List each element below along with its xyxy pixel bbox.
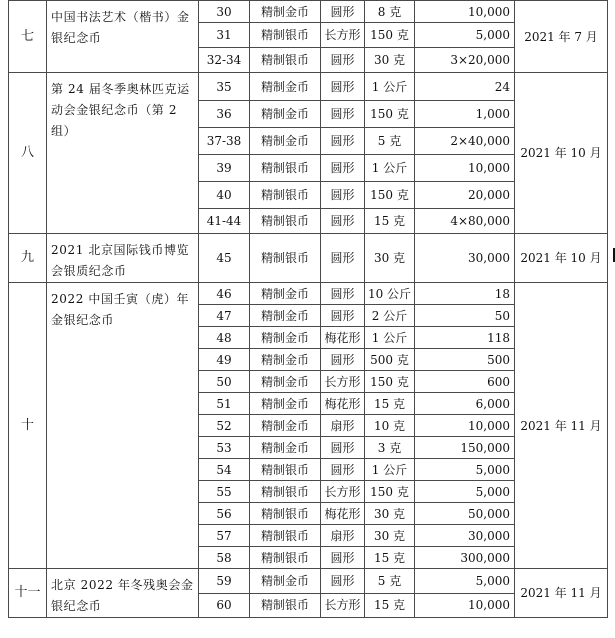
- coin-number-cell: 36: [199, 101, 250, 128]
- coin-number-cell: 55: [199, 481, 250, 503]
- coin-material-cell: 精制银币: [250, 209, 321, 234]
- issue-date-cell: 2021 年 10 月: [515, 234, 608, 283]
- coin-amount-cell: 30,000: [415, 525, 515, 547]
- coin-material-cell: 精制金币: [250, 569, 321, 594]
- coin-shape-cell: 长方形: [321, 481, 365, 503]
- coin-number-cell: 31: [199, 23, 250, 48]
- group-sequence-cell: 七: [9, 1, 47, 73]
- coin-amount-cell: 10,000: [415, 1, 515, 23]
- coin-number-cell: 60: [199, 593, 250, 618]
- coin-number-cell: 40: [199, 182, 250, 209]
- coin-number-cell: 49: [199, 349, 250, 371]
- coin-shape-cell: 圆形: [321, 209, 365, 234]
- coin-number-cell: 52: [199, 415, 250, 437]
- coin-weight-cell: 500 克: [365, 349, 415, 371]
- coin-amount-cell: 600: [415, 371, 515, 393]
- coin-material-cell: 精制银币: [250, 23, 321, 48]
- coin-material-cell: 精制银币: [250, 547, 321, 569]
- coin-weight-cell: 150 克: [365, 23, 415, 48]
- coin-material-cell: 精制银币: [250, 525, 321, 547]
- coin-weight-cell: 1 公斤: [365, 73, 415, 101]
- coin-material-cell: 精制金币: [250, 305, 321, 327]
- table-row: [9, 283, 608, 305]
- coin-weight-cell: 30 克: [365, 525, 415, 547]
- coin-material-cell: 精制金币: [250, 283, 321, 305]
- coin-amount-cell: 5,000: [415, 459, 515, 481]
- coin-shape-cell: 圆形: [321, 547, 365, 569]
- coin-weight-cell: 150 克: [365, 481, 415, 503]
- coin-shape-cell: 圆形: [321, 305, 365, 327]
- coin-number-cell: 53: [199, 437, 250, 459]
- coin-amount-cell: 150,000: [415, 437, 515, 459]
- table-row: [9, 1, 608, 23]
- issue-date-cell: 2021 年 7 月: [515, 1, 608, 73]
- coin-number-cell: 30: [199, 1, 250, 23]
- coin-material-cell: 精制银币: [250, 481, 321, 503]
- coin-amount-cell: 1,000: [415, 101, 515, 128]
- coin-series-name-cell: 2021 北京国际钱币博览会银质纪念币: [47, 234, 199, 283]
- coin-number-cell: 48: [199, 327, 250, 349]
- coin-amount-cell: 24: [415, 73, 515, 101]
- coin-material-cell: 精制银币: [250, 182, 321, 209]
- coin-shape-cell: 梅花形: [321, 393, 365, 415]
- coin-material-cell: 精制金币: [250, 101, 321, 128]
- coin-material-cell: 精制银币: [250, 593, 321, 618]
- coin-material-cell: 精制金币: [250, 73, 321, 101]
- issue-date-cell: 2021 年 10 月: [515, 73, 608, 234]
- coin-shape-cell: 圆形: [321, 101, 365, 128]
- coin-shape-cell: 圆形: [321, 73, 365, 101]
- group-sequence-cell: 十一: [9, 569, 47, 618]
- group-sequence-cell: 十: [9, 283, 47, 569]
- coin-amount-cell: 3×20,000: [415, 48, 515, 73]
- coin-shape-cell: 圆形: [321, 459, 365, 481]
- coin-weight-cell: 150 克: [365, 371, 415, 393]
- table-row: [9, 234, 608, 283]
- coin-weight-cell: 1 公斤: [365, 327, 415, 349]
- coin-material-cell: 精制金币: [250, 371, 321, 393]
- coin-number-cell: 41-44: [199, 209, 250, 234]
- table-row: [9, 569, 608, 594]
- coin-shape-cell: 圆形: [321, 128, 365, 155]
- coin-series-name-cell: 2022 中国壬寅（虎）年金银纪念币: [47, 283, 199, 569]
- coin-number-cell: 46: [199, 283, 250, 305]
- coin-weight-cell: 30 克: [365, 234, 415, 283]
- coin-shape-cell: 长方形: [321, 593, 365, 618]
- coin-weight-cell: 1 公斤: [365, 459, 415, 481]
- coin-number-cell: 58: [199, 547, 250, 569]
- coin-shape-cell: 圆形: [321, 234, 365, 283]
- coin-material-cell: 精制金币: [250, 393, 321, 415]
- coin-material-cell: 精制金币: [250, 437, 321, 459]
- issue-date-cell: 2021 年 11 月: [515, 569, 608, 618]
- coin-shape-cell: 圆形: [321, 182, 365, 209]
- coin-issuance-table-page: [8, 0, 607, 638]
- table-body: [9, 1, 608, 618]
- coin-amount-cell: 2×40,000: [415, 128, 515, 155]
- coin-amount-cell: 6,000: [415, 393, 515, 415]
- coin-issuance-table: [8, 0, 608, 618]
- coin-weight-cell: 30 克: [365, 503, 415, 525]
- coin-shape-cell: 圆形: [321, 1, 365, 23]
- coin-number-cell: 32-34: [199, 48, 250, 73]
- coin-number-cell: 35: [199, 73, 250, 101]
- coin-material-cell: 精制金币: [250, 128, 321, 155]
- table-row: [9, 73, 608, 101]
- coin-amount-cell: 10,000: [415, 415, 515, 437]
- coin-amount-cell: 20,000: [415, 182, 515, 209]
- coin-weight-cell: 10 公斤: [365, 283, 415, 305]
- coin-weight-cell: 15 克: [365, 547, 415, 569]
- coin-amount-cell: 10,000: [415, 155, 515, 182]
- coin-amount-cell: 4×80,000: [415, 209, 515, 234]
- coin-number-cell: 57: [199, 525, 250, 547]
- coin-weight-cell: 5 克: [365, 128, 415, 155]
- coin-number-cell: 37-38: [199, 128, 250, 155]
- coin-amount-cell: 500: [415, 349, 515, 371]
- coin-weight-cell: 150 克: [365, 182, 415, 209]
- coin-amount-cell: 50,000: [415, 503, 515, 525]
- coin-material-cell: 精制金币: [250, 1, 321, 23]
- coin-amount-cell: 18: [415, 283, 515, 305]
- coin-amount-cell: 5,000: [415, 23, 515, 48]
- issue-date-cell: 2021 年 11 月: [515, 283, 608, 569]
- group-sequence-cell: 九: [9, 234, 47, 283]
- coin-material-cell: 精制金币: [250, 349, 321, 371]
- coin-shape-cell: 圆形: [321, 437, 365, 459]
- coin-material-cell: 精制银币: [250, 48, 321, 73]
- coin-number-cell: 51: [199, 393, 250, 415]
- coin-material-cell: 精制金币: [250, 415, 321, 437]
- coin-amount-cell: 30,000: [415, 234, 515, 283]
- coin-series-name-cell: 北京 2022 年冬残奥会金银纪念币: [47, 569, 199, 618]
- coin-shape-cell: 长方形: [321, 371, 365, 393]
- coin-amount-cell: 5,000: [415, 569, 515, 594]
- coin-material-cell: 精制金币: [250, 327, 321, 349]
- coin-weight-cell: 5 克: [365, 569, 415, 594]
- coin-shape-cell: 圆形: [321, 283, 365, 305]
- coin-shape-cell: 圆形: [321, 349, 365, 371]
- group-sequence-cell: 八: [9, 73, 47, 234]
- coin-material-cell: 精制银币: [250, 155, 321, 182]
- coin-amount-cell: 5,000: [415, 481, 515, 503]
- coin-weight-cell: 15 克: [365, 209, 415, 234]
- coin-number-cell: 59: [199, 569, 250, 594]
- coin-shape-cell: 圆形: [321, 569, 365, 594]
- coin-weight-cell: 1 公斤: [365, 155, 415, 182]
- coin-series-name-cell: 第 24 届冬季奥林匹克运动会金银纪念币（第 2 组）: [47, 73, 199, 234]
- coin-shape-cell: 扇形: [321, 415, 365, 437]
- coin-series-name-cell: 中国书法艺术（楷书）金银纪念币: [47, 1, 199, 73]
- coin-shape-cell: 长方形: [321, 23, 365, 48]
- coin-number-cell: 56: [199, 503, 250, 525]
- coin-amount-cell: 118: [415, 327, 515, 349]
- coin-number-cell: 50: [199, 371, 250, 393]
- coin-weight-cell: 8 克: [365, 1, 415, 23]
- coin-weight-cell: 2 公斤: [365, 305, 415, 327]
- coin-weight-cell: 30 克: [365, 48, 415, 73]
- coin-weight-cell: 150 克: [365, 101, 415, 128]
- coin-shape-cell: 扇形: [321, 525, 365, 547]
- coin-amount-cell: 300,000: [415, 547, 515, 569]
- coin-number-cell: 47: [199, 305, 250, 327]
- coin-amount-cell: 10,000: [415, 593, 515, 618]
- coin-material-cell: 精制银币: [250, 459, 321, 481]
- coin-shape-cell: 梅花形: [321, 327, 365, 349]
- coin-number-cell: 39: [199, 155, 250, 182]
- coin-material-cell: 精制银币: [250, 234, 321, 283]
- coin-number-cell: 54: [199, 459, 250, 481]
- coin-shape-cell: 圆形: [321, 48, 365, 73]
- coin-shape-cell: 圆形: [321, 155, 365, 182]
- coin-number-cell: 45: [199, 234, 250, 283]
- coin-weight-cell: 15 克: [365, 593, 415, 618]
- coin-weight-cell: 10 克: [365, 415, 415, 437]
- coin-weight-cell: 15 克: [365, 393, 415, 415]
- coin-shape-cell: 梅花形: [321, 503, 365, 525]
- coin-weight-cell: 3 克: [365, 437, 415, 459]
- coin-amount-cell: 50: [415, 305, 515, 327]
- coin-material-cell: 精制银币: [250, 503, 321, 525]
